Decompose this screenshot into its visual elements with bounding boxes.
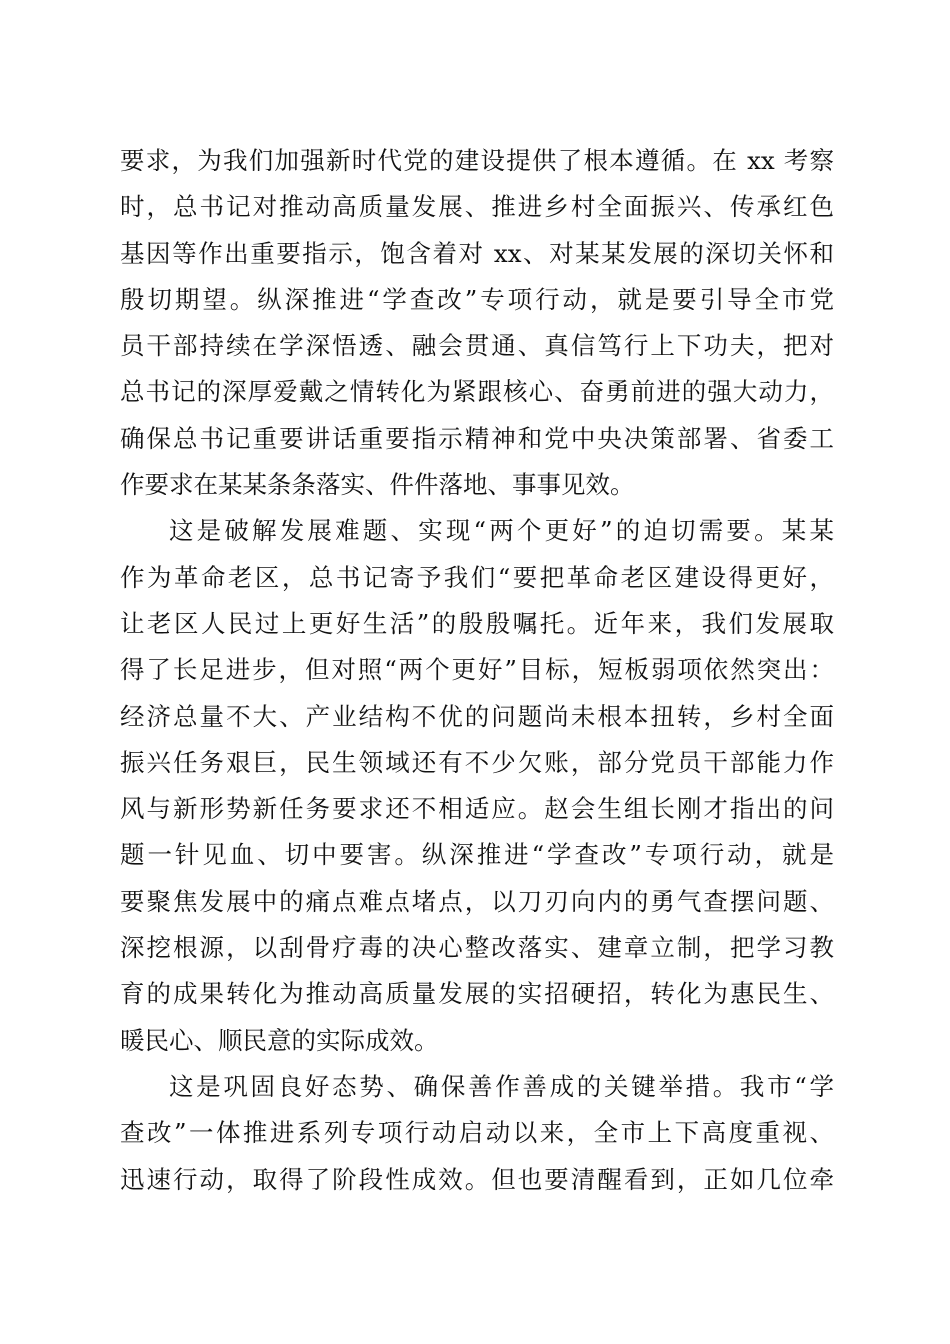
text-line: 让老区人民过上更好生活”的殷殷嘱托。近年来，我们发展取	[120, 608, 834, 638]
text-line: 育的成果转化为推动高质量发展的实招硬招，转化为惠民生、	[120, 979, 834, 1009]
text-line: 题一针见血、切中要害。纵深推进“学查改”专项行动，就是	[120, 840, 834, 870]
text-line: 振兴任务艰巨，民生领域还有不少欠账，部分党员干部能力作	[120, 747, 834, 777]
text-line: 作为革命老区，总书记寄予我们“要把革命老区建设得更好，	[120, 562, 834, 592]
text-line: 要聚焦发展中的痛点难点堵点，以刀刃向内的勇气查摆问题、	[120, 886, 834, 916]
text-line: 要求，为我们加强新时代党的建设提供了根本遵循。在 xx 考察	[120, 146, 834, 175]
text-line: 迅速行动，取得了阶段性成效。但也要清醒看到，正如几位牵	[120, 1164, 834, 1194]
text-line: 时，总书记对推动高质量发展、推进乡村全面振兴、传承红色	[120, 192, 834, 222]
text-line: 作要求在某某条条落实、件件落地、事事见效。	[120, 470, 635, 500]
text-line: 这是破解发展难题、实现“两个更好”的迫切需要。某某	[169, 516, 834, 546]
text-line: 确保总书记重要讲话重要指示精神和党中央决策部署、省委工	[120, 423, 834, 453]
document-body	[120, 138, 834, 1203]
text-line: 查改”一体推进系列专项行动启动以来，全市上下高度重视、	[120, 1118, 834, 1148]
text-line: 经济总量不大、产业结构不优的问题尚未根本扭转，乡村全面	[120, 701, 834, 731]
text-line: 员干部持续在学深悟透、融会贯通、真信笃行上下功夫，把对	[120, 331, 834, 361]
text-line: 暖民心、顺民意的实际成效。	[120, 1025, 439, 1055]
text-line: 殷切期望。纵深推进“学查改”专项行动，就是要引导全市党	[120, 284, 834, 314]
text-line: 基因等作出重要指示，饱含着对 xx、对某某发展的深切关怀和	[120, 238, 834, 268]
paragraph-3	[120, 1064, 834, 1203]
text-line: 深挖根源，以刮骨疗毒的决心整改落实、建章立制，把学习教	[120, 933, 834, 963]
paragraph-2	[120, 508, 834, 1064]
text-line: 得了长足进步，但对照“两个更好”目标，短板弱项依然突出：	[120, 655, 834, 685]
text-line: 这是巩固良好态势、确保善作善成的关键举措。我市“学	[169, 1071, 834, 1101]
text-line: 风与新形势新任务要求还不相适应。赵会生组长刚才指出的问	[120, 794, 834, 824]
text-line: 总书记的深厚爱戴之情转化为紧跟核心、奋勇前进的强大动力，	[120, 377, 834, 407]
paragraph-1	[120, 138, 834, 508]
